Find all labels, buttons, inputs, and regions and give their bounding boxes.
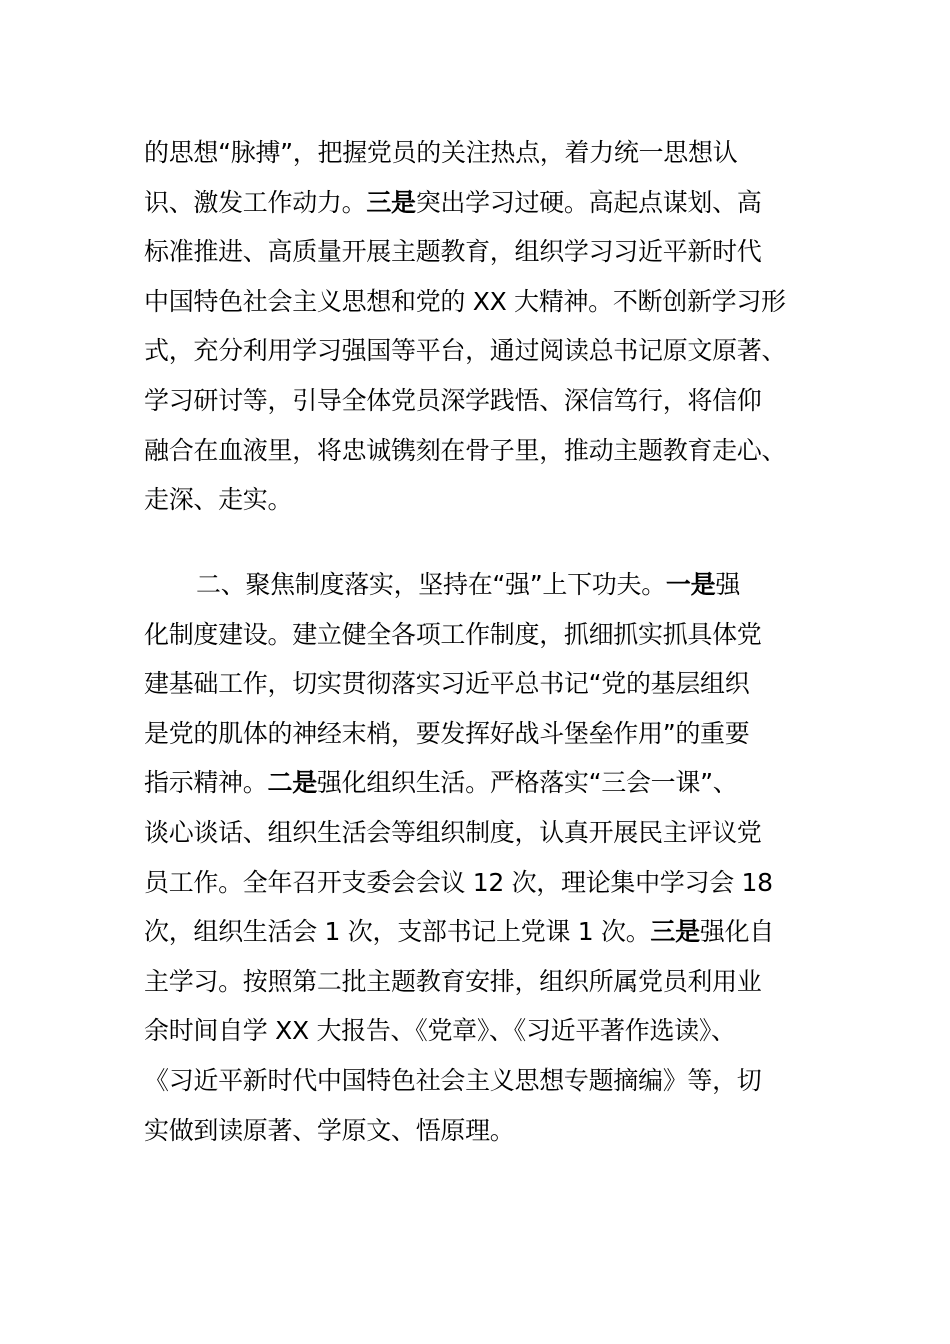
text-line xyxy=(144,808,806,858)
text-line xyxy=(144,659,806,709)
text-run: 识、激发工作动力。 xyxy=(144,187,367,217)
text-run: 建基础工作，切实贯彻落实习近平总书记“党的基层组织 xyxy=(144,669,750,699)
text-run: 员工作。全年召开支委会会议 12 次，理论集中学习会 18 xyxy=(144,867,773,897)
bold-run: 二是 xyxy=(267,768,317,798)
text-run: 强化组织生活。严格落实“三会一课”、 xyxy=(316,768,738,798)
text-run: 式，充分利用学习强国等平台，通过阅读总书记原文原著、 xyxy=(144,336,787,366)
text-run: 主学习。按照第二批主题教育安排，组织所属党员利用业 xyxy=(144,966,762,996)
text-line xyxy=(144,709,806,759)
text-run: 强 xyxy=(715,570,741,599)
paragraph-system-implementation xyxy=(144,560,806,1155)
text-line xyxy=(144,907,806,957)
text-run: 的思想“脉搏”，把握党员的关注热点，着力统一思想认 xyxy=(144,138,738,167)
text-line xyxy=(144,957,806,1007)
text-run: 谈心谈话、组织生活会等组织制度，认真开展民主评议党 xyxy=(144,817,762,847)
text-line xyxy=(144,610,806,660)
text-run: 融合在血液里，将忠诚镌刻在骨子里，推动主题教育走心、 xyxy=(144,435,787,465)
text-line xyxy=(144,858,806,908)
text-line xyxy=(144,376,806,426)
paragraph-study xyxy=(144,128,806,525)
bold-run: 三是 xyxy=(366,187,416,217)
text-run: 是党的肌体的神经末梢，要发挥好战斗堡垒作用”的重要 xyxy=(144,718,750,748)
text-line xyxy=(144,326,806,376)
text-line xyxy=(144,1006,806,1056)
text-run: 指示精神。 xyxy=(144,768,268,798)
text-line xyxy=(144,560,806,610)
text-line xyxy=(144,227,806,277)
text-run: 次，组织生活会 1 次，支部书记上党课 1 次。 xyxy=(144,917,651,947)
text-line xyxy=(144,426,806,476)
bold-run: 三是 xyxy=(650,917,700,947)
text-run: 学习研讨等，引导全体党员深学践悟、深信笃行，将信仰 xyxy=(144,385,762,415)
text-run: 实做到读原著、学原文、悟原理。 xyxy=(144,1115,515,1145)
text-line xyxy=(144,475,806,525)
text-line xyxy=(144,1106,806,1156)
text-run: 中国特色社会主义思想和党的 XX 大精神。不断创新学习形 xyxy=(144,286,786,316)
text-line xyxy=(144,128,806,178)
text-line xyxy=(144,277,806,327)
section-heading-run: 二、聚焦制度落实，坚持在“强”上下功夫。 xyxy=(196,570,666,599)
text-run: 《习近平新时代中国特色社会主义思想专题摘编》等，切 xyxy=(144,1065,762,1095)
bold-run: 一是 xyxy=(665,570,716,599)
text-run: 标准推进、高质量开展主题教育，组织学习习近平新时代 xyxy=(144,237,762,267)
text-line xyxy=(144,758,806,808)
text-run: 走深、走实。 xyxy=(144,485,293,515)
text-run: 化制度建设。建立健全各项工作制度，抓细抓实抓具体党 xyxy=(144,619,762,649)
text-run: 余时间自学 XX 大报告、《党章》、《习近平著作选读》、 xyxy=(144,1016,736,1046)
text-run: 突出学习过硬。高起点谋划、高 xyxy=(415,187,762,217)
text-run: 强化自 xyxy=(699,917,774,947)
text-line xyxy=(144,1056,806,1106)
text-line xyxy=(144,178,806,228)
